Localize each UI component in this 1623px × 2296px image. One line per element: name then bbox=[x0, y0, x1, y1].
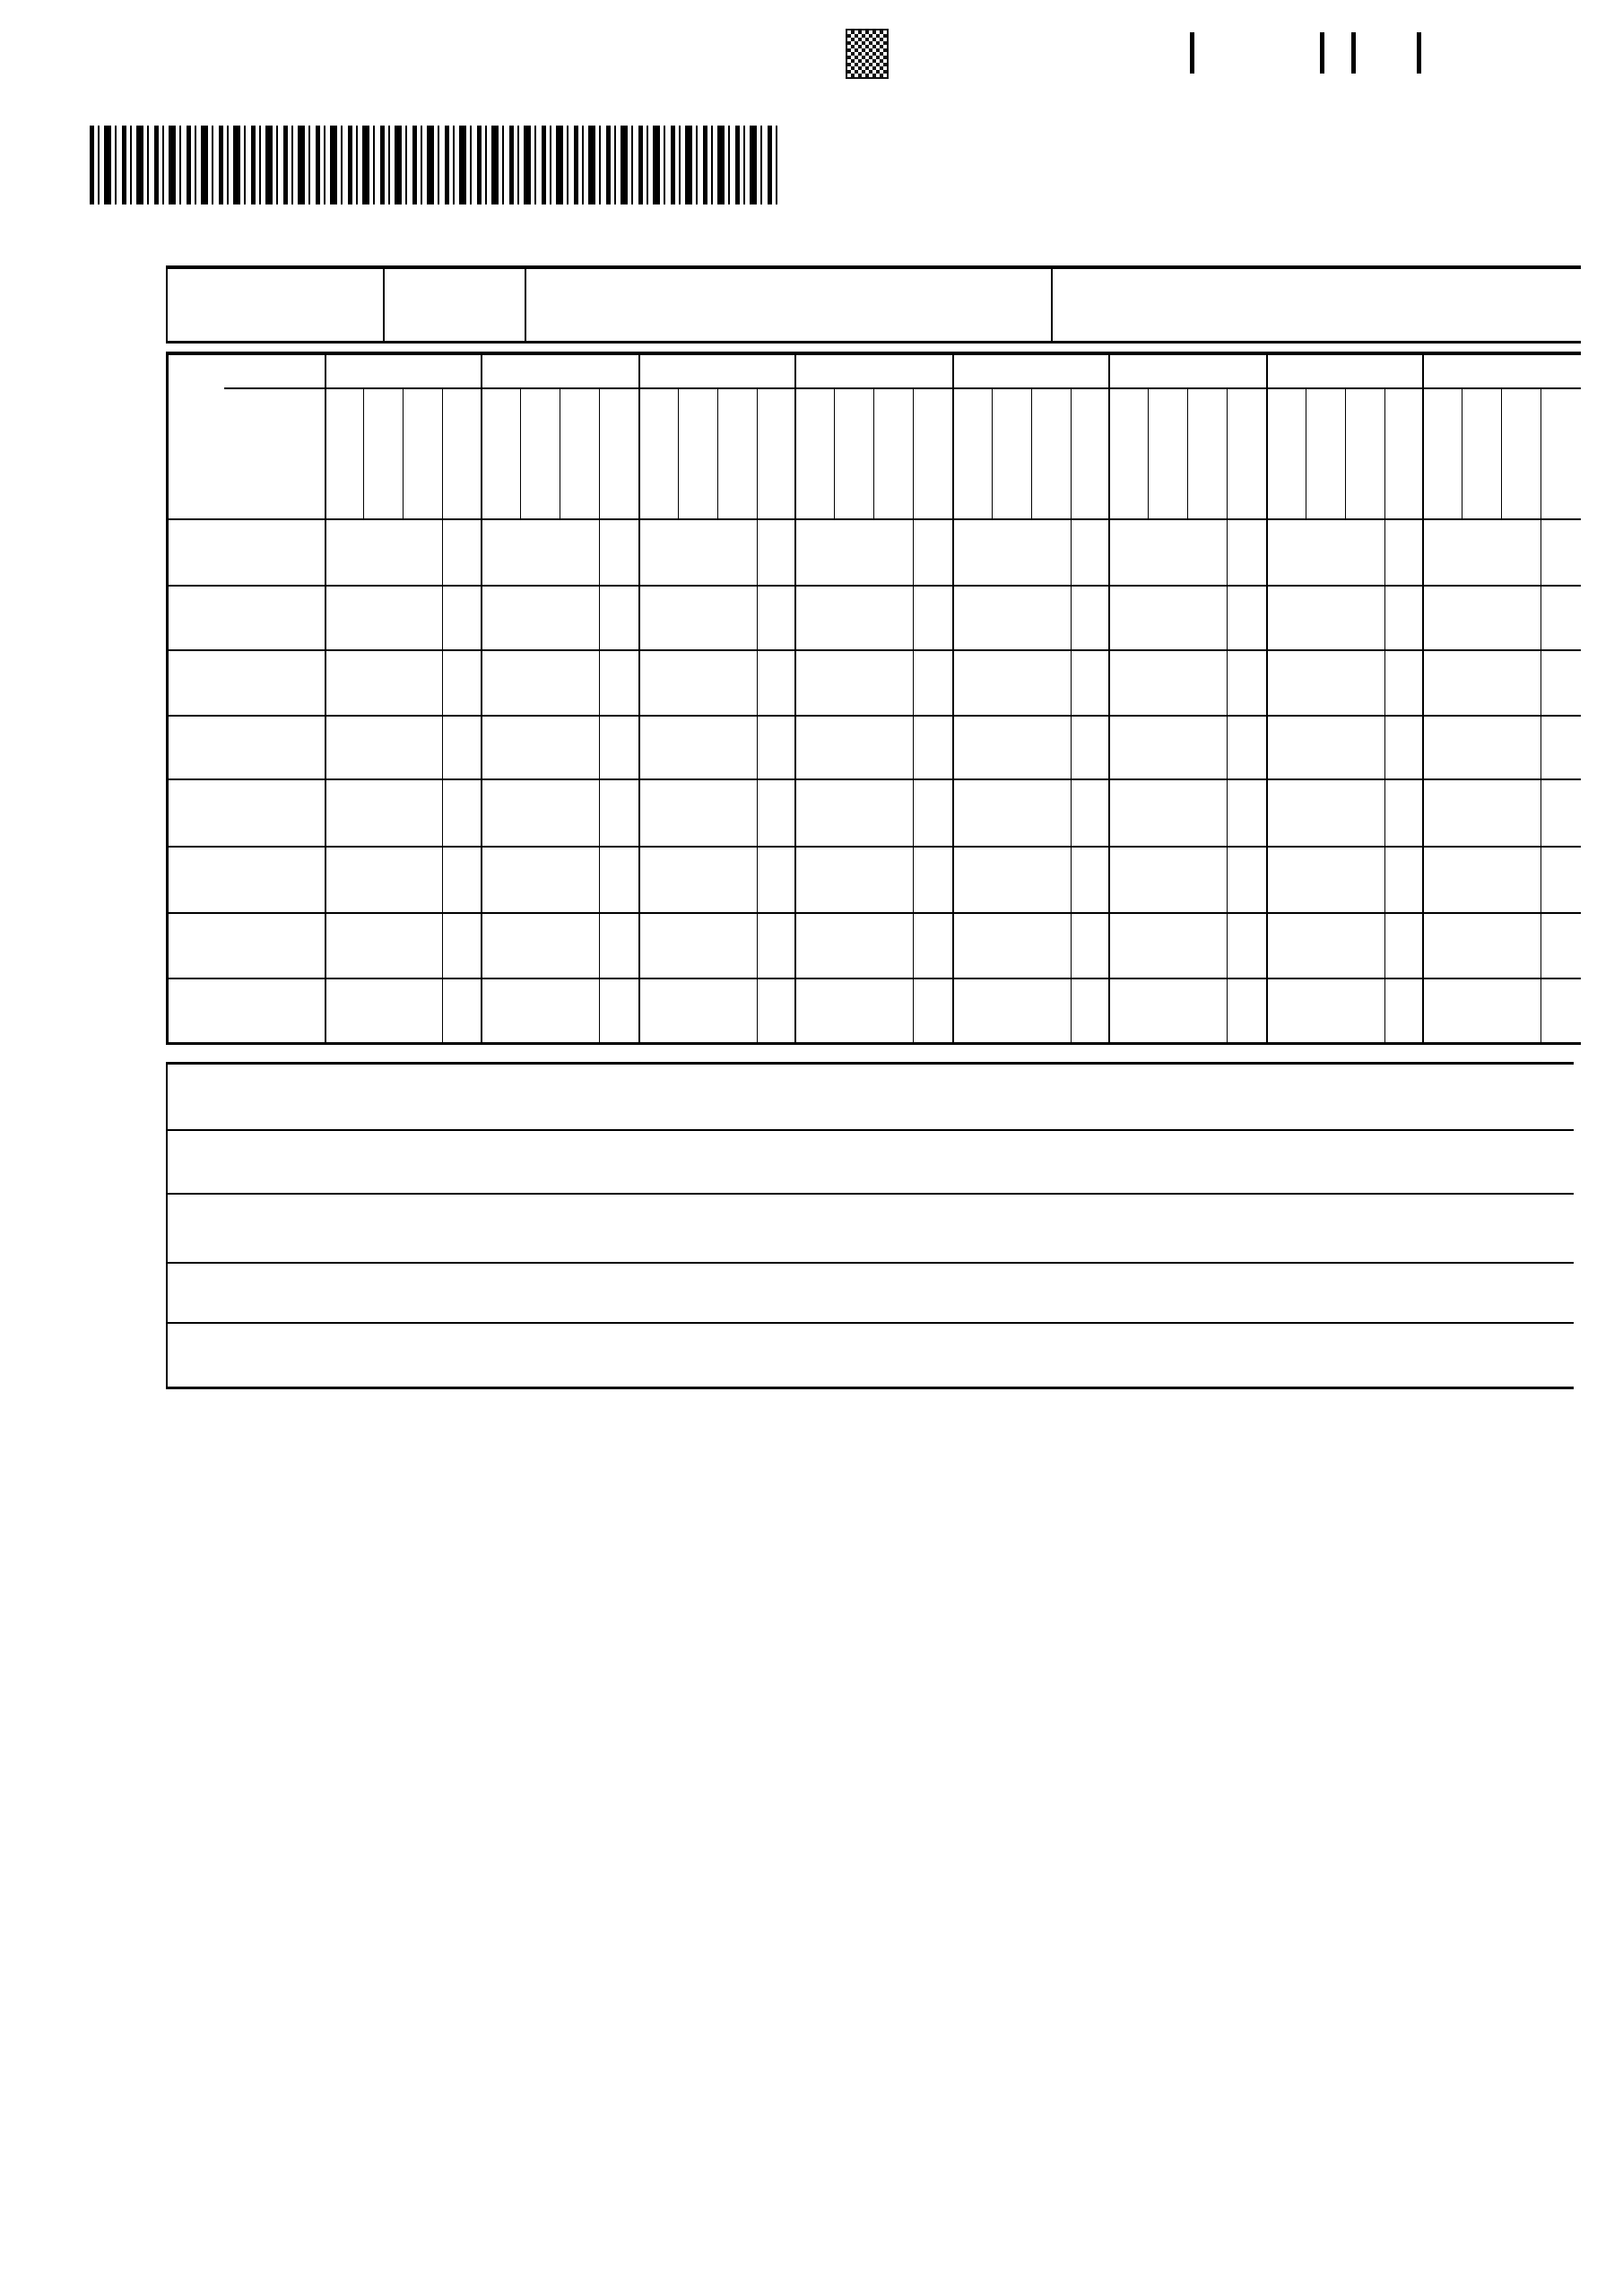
category-label bbox=[531, 272, 535, 290]
flag-driving bbox=[482, 395, 520, 511]
flag-steering bbox=[325, 395, 362, 511]
divider bbox=[166, 265, 168, 343]
divider bbox=[383, 265, 385, 343]
flag-handbrake-1 bbox=[365, 395, 403, 511]
flag-twin-wheel bbox=[522, 395, 560, 511]
alignment-mark bbox=[1351, 32, 1356, 74]
divider bbox=[166, 341, 1581, 344]
divider bbox=[166, 265, 1581, 269]
divider bbox=[525, 265, 526, 343]
barcode bbox=[90, 126, 780, 204]
alignment-mark bbox=[1190, 32, 1194, 74]
flag-handbrake-2 bbox=[561, 395, 599, 511]
alignment-mark bbox=[1320, 32, 1324, 74]
divider bbox=[1051, 269, 1053, 343]
make-label bbox=[1055, 274, 1059, 292]
alignment-mark bbox=[1417, 32, 1421, 74]
qr-code-icon bbox=[846, 29, 889, 79]
